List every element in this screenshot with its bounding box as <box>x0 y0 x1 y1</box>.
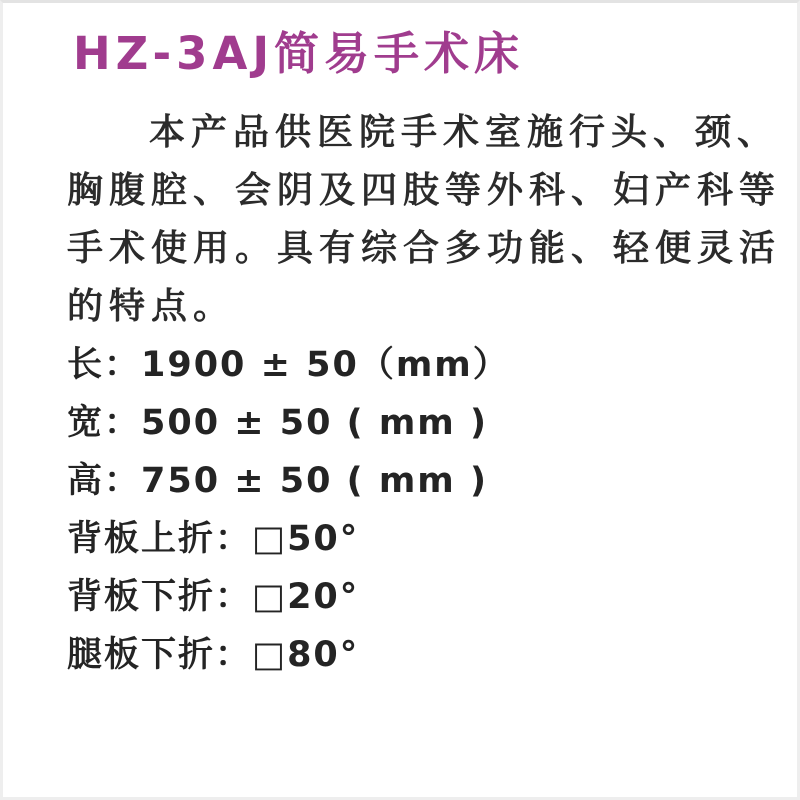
page-title: HZ-3AJ简易手术床 <box>73 27 525 80</box>
spec-line: 背板下折：□20° <box>67 577 360 617</box>
spec-line: 背板上折：□50° <box>67 519 360 559</box>
paragraph-line: 手术使用。具有综合多功能、轻便灵活 <box>67 228 782 269</box>
spec-line: 宽：500 ± 50 ( mm ) <box>67 403 488 443</box>
paragraph-line: 本产品供医院手术室施行头、颈、 <box>149 112 780 153</box>
paragraph-line: 胸腹腔、会阴及四肢等外科、妇产科等 <box>67 170 782 211</box>
intro-paragraph <box>67 104 782 336</box>
spec-line: 长：1900 ± 50（mm） <box>67 345 510 385</box>
spec-line: 腿板下折：□80° <box>67 635 360 675</box>
content-block <box>67 104 782 684</box>
spec-line: 高：750 ± 50 ( mm ) <box>67 461 488 501</box>
spec-list <box>67 336 767 684</box>
paragraph-line: 的特点。 <box>67 286 236 327</box>
